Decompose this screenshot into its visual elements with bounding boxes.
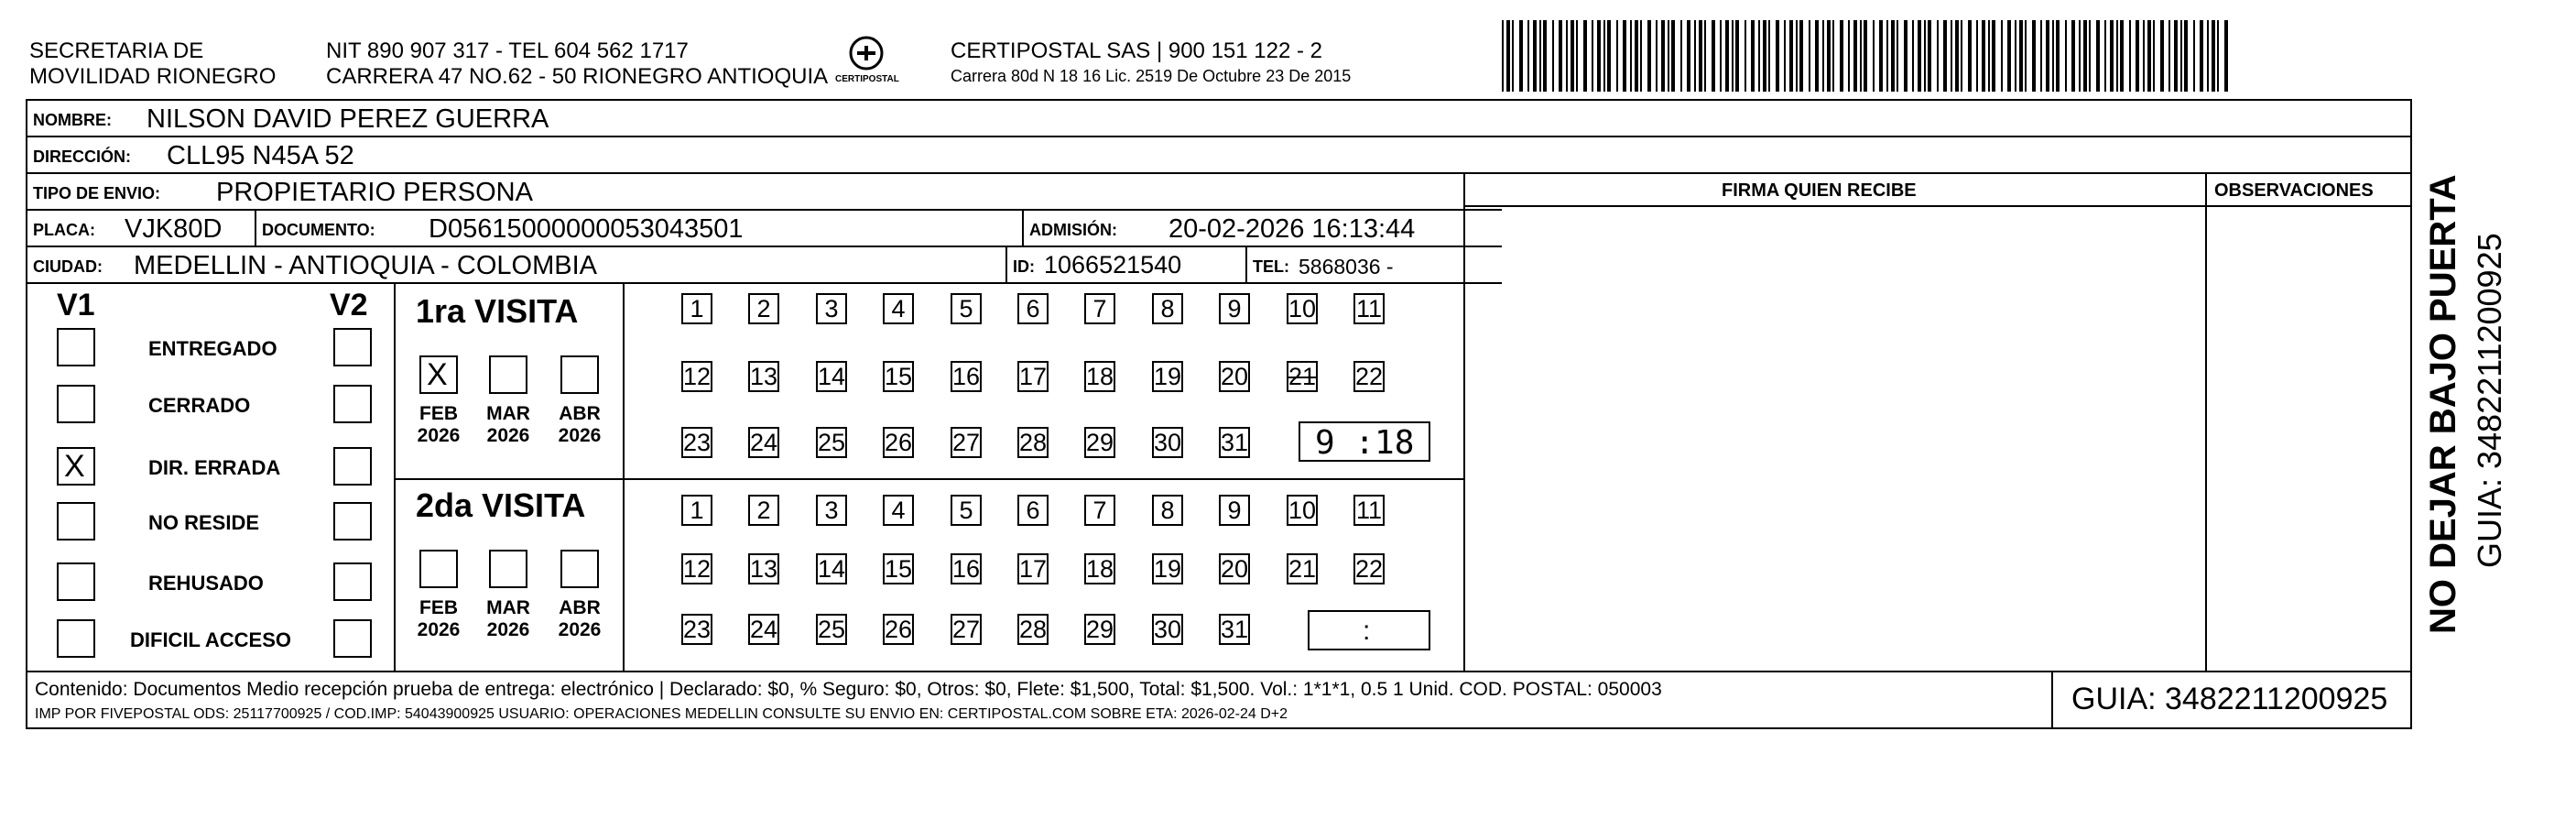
day-box[interactable]: 18: [1084, 553, 1115, 584]
barcode-bar: [1904, 20, 1908, 92]
v2-checkbox[interactable]: [333, 562, 372, 601]
day-box[interactable]: 24: [748, 614, 779, 645]
day-box[interactable]: 19: [1152, 553, 1183, 584]
v1-checkbox[interactable]: [57, 619, 95, 658]
day-box[interactable]: 31: [1219, 427, 1250, 458]
status-label: NO RESIDE: [148, 511, 260, 534]
day-box[interactable]: 9: [1219, 495, 1250, 526]
barcode-bar: [1603, 20, 1605, 92]
placa-label: PLACA:: [33, 221, 95, 239]
visit2-title: 2da VISITA: [416, 486, 586, 524]
firma-header: FIRMA QUIEN RECIBE: [1722, 180, 1917, 201]
day-box[interactable]: 15: [883, 361, 914, 392]
barcode-bar: [1968, 20, 1972, 92]
barcode-bar: [1635, 20, 1638, 92]
barcode-bar: [1559, 20, 1562, 92]
barcode-bar: [2180, 20, 2182, 92]
day-box[interactable]: 10: [1287, 495, 1318, 526]
status-label: CERRADO: [148, 394, 251, 417]
month-year: 2026: [417, 619, 461, 640]
barcode-bar: [2217, 20, 2219, 92]
day-box[interactable]: 6: [1017, 495, 1049, 526]
barcode-bar: [2019, 20, 2023, 92]
barcode-bar: [1668, 20, 1669, 92]
day-box[interactable]: 19: [1152, 361, 1183, 392]
day-box[interactable]: 17: [1017, 361, 1049, 392]
month-label: MAR: [486, 403, 530, 424]
v2-checkbox[interactable]: [333, 619, 372, 658]
barcode-bar: [1735, 20, 1739, 92]
barcode-bar: [1809, 20, 1810, 92]
barcode-bar: [2007, 20, 2011, 92]
address-line: CARRERA 47 NO.62 - 50 RIONEGRO ANTIOQUIA: [326, 64, 829, 89]
barcode-bar: [2025, 20, 2027, 92]
month-year: 2026: [558, 619, 602, 640]
v2-checkbox[interactable]: [333, 502, 372, 541]
nit-line: NIT 890 907 317 - TEL 604 562 1717: [326, 38, 689, 63]
admision-value: 20-02-2026 16:13:44: [1168, 214, 1416, 244]
barcode-bar: [1827, 20, 1831, 92]
barcode-bar: [1832, 20, 1834, 92]
barcode-bar: [1822, 20, 1824, 92]
ciudad-label: CIUDAD:: [33, 257, 103, 276]
month-checkbox[interactable]: [560, 550, 599, 588]
barcode-bar: [2071, 20, 2075, 92]
barcode-bar: [1758, 20, 1760, 92]
v1-checkbox[interactable]: [57, 502, 95, 541]
day-box[interactable]: 20: [1219, 553, 1250, 584]
day-box[interactable]: 14: [816, 553, 847, 584]
barcode-bar: [1687, 20, 1690, 92]
day-box[interactable]: 29: [1084, 614, 1115, 645]
barcode-bar: [1840, 20, 1843, 92]
barcode-bar: [1583, 20, 1587, 92]
day-box[interactable]: 2: [748, 495, 779, 526]
documento-label: DOCUMENTO:: [262, 221, 375, 239]
v1-checkbox[interactable]: [57, 385, 95, 423]
barcode-bar: [1720, 20, 1722, 92]
day-box[interactable]: 14: [816, 361, 847, 392]
day-box[interactable]: 4: [883, 495, 914, 526]
barcode-bar: [1751, 20, 1755, 92]
day-box[interactable]: 16: [951, 361, 982, 392]
no-dejar-warning: NO DEJAR BAJO PUERTA: [2423, 174, 2463, 634]
barcode-bar: [1784, 20, 1786, 92]
tipo-envio-label: TIPO DE ENVIO:: [33, 184, 161, 202]
barcode-bar: [1789, 20, 1793, 92]
barcode-bar: [1886, 20, 1888, 92]
barcode-bar: [1864, 20, 1867, 92]
footer-guia: GUIA: 3482211200925: [2071, 682, 2388, 716]
barcode-bar: [2174, 20, 2178, 92]
documento-value: D05615000000053043501: [429, 214, 744, 244]
barcode-bar: [1937, 20, 1939, 92]
day-box[interactable]: 1: [681, 495, 712, 526]
v1-checkbox[interactable]: [57, 562, 95, 601]
month-checkbox[interactable]: [419, 355, 458, 394]
v2-checkbox[interactable]: [333, 328, 372, 366]
day-box[interactable]: 5: [951, 293, 982, 324]
barcode-bar: [2083, 20, 2087, 92]
month-year: 2026: [486, 425, 530, 446]
day-box[interactable]: 25: [816, 427, 847, 458]
barcode-bar: [1656, 20, 1658, 92]
day-box[interactable]: 17: [1017, 553, 1049, 584]
day-box[interactable]: 23: [681, 614, 712, 645]
v1-checkbox[interactable]: [57, 328, 95, 366]
logo-text: CERTIPOSTAL: [835, 74, 899, 84]
barcode-bar: [2184, 20, 2188, 92]
barcode-bar: [2046, 20, 2049, 92]
nombre-value: NILSON DAVID PEREZ GUERRA: [147, 104, 549, 134]
barcode-bar: [1763, 20, 1766, 92]
barcode-bar: [2129, 20, 2131, 92]
barcode: [1502, 20, 2234, 92]
footer-contenido: Contenido: Documentos Medio recepción prueba de entrega: electrónico | Declarado: $0, % Seguro: $0, Otros: $0, Flete: $1,500, Total: $1,500. Vol.: 1*1*1, 0.5 1 Unid. COD. POSTAL: 050003: [35, 679, 1662, 700]
tel-label: TEL:: [1253, 257, 1289, 276]
day-box[interactable]: 29: [1084, 427, 1115, 458]
day-box[interactable]: 3: [816, 293, 847, 324]
day-box[interactable]: 31: [1219, 614, 1250, 645]
admision-label: ADMISIÓN:: [1029, 221, 1117, 239]
barcode-bar: [1576, 20, 1578, 92]
day-box[interactable]: 6: [1017, 293, 1049, 324]
v1-header: V1: [57, 288, 95, 322]
visit2-time[interactable]: [1308, 610, 1430, 650]
barcode-bar: [1712, 20, 1715, 92]
barcode-bar: [1848, 20, 1850, 92]
barcode-bar: [1796, 20, 1798, 92]
tipo-envio-value: PROPIETARIO PERSONA: [216, 178, 533, 207]
day-box[interactable]: 28: [1017, 614, 1049, 645]
day-box[interactable]: 11: [1353, 495, 1385, 526]
barcode-bar: [1799, 20, 1803, 92]
barcode-bar: [2001, 20, 2003, 92]
barcode-bar: [1592, 20, 1593, 92]
barcode-bar: [1988, 20, 1990, 92]
day-box[interactable]: 22: [1353, 361, 1385, 392]
barcode-bar: [1647, 20, 1651, 92]
barcode-bar: [1640, 20, 1642, 92]
barcode-bar: [1745, 20, 1746, 92]
month-checkbox[interactable]: [489, 550, 527, 588]
barcode-bar: [2193, 20, 2195, 92]
day-box[interactable]: 13: [748, 361, 779, 392]
barcode-bar: [1566, 20, 1568, 92]
month-label: MAR: [486, 597, 530, 618]
certipostal-logo: [833, 35, 899, 92]
month-checkbox[interactable]: [489, 355, 527, 394]
observaciones-area[interactable]: [2209, 209, 2408, 669]
license-line: Carrera 80d N 18 16 Lic. 2519 De Octubre 23 De 2015: [951, 67, 1352, 85]
day-box[interactable]: 7: [1084, 495, 1115, 526]
day-box[interactable]: 30: [1152, 614, 1183, 645]
day-box[interactable]: 18: [1084, 361, 1115, 392]
barcode-bar: [1571, 20, 1574, 92]
v2-checkbox[interactable]: [333, 447, 372, 486]
direccion-value: CLL95 N45A 52: [167, 141, 354, 170]
month-label: FEB: [419, 403, 458, 424]
barcode-bar: [1539, 20, 1541, 92]
sender-line-2: MOVILIDAD RIONEGRO: [29, 64, 277, 89]
barcode-bar: [2147, 20, 2151, 92]
barcode-bar: [1616, 20, 1618, 92]
day-box[interactable]: 7: [1084, 293, 1115, 324]
barcode-bar: [1680, 20, 1682, 92]
status-label: ENTREGADO: [148, 337, 277, 360]
visit2-time-value: :: [1363, 616, 1371, 646]
direccion-label: DIRECCIÓN:: [33, 147, 131, 166]
barcode-bar: [2212, 20, 2215, 92]
firma-area[interactable]: [1467, 209, 2201, 669]
sender-line-1: SECRETARIA DE: [29, 38, 204, 63]
barcode-bar: [1502, 20, 1504, 92]
visit1-time[interactable]: [1299, 421, 1430, 462]
observaciones-header: OBSERVACIONES: [2214, 180, 2374, 201]
barcode-bar: [1671, 20, 1675, 92]
barcode-bar: [2040, 20, 2042, 92]
v1-check-mark: X: [64, 449, 85, 484]
month-year: 2026: [558, 425, 602, 446]
barcode-bar: [1891, 20, 1895, 92]
barcode-bar: [2104, 20, 2106, 92]
ciudad-value: MEDELLIN - ANTIOQUIA - COLOMBIA: [134, 251, 597, 280]
barcode-bar: [1928, 20, 1931, 92]
day-box[interactable]: 20: [1219, 361, 1250, 392]
day-box[interactable]: 4: [883, 293, 914, 324]
barcode-bar: [2120, 20, 2124, 92]
barcode-bar: [2032, 20, 2036, 92]
barcode-bar: [2015, 20, 2016, 92]
month-check-mark: X: [427, 357, 448, 392]
day-box[interactable]: 2: [748, 293, 779, 324]
day-box[interactable]: 13: [748, 553, 779, 584]
day-box[interactable]: 22: [1353, 553, 1385, 584]
barcode-bar: [1552, 20, 1554, 92]
barcode-bar: [1704, 20, 1706, 92]
barcode-bar: [2224, 20, 2228, 92]
barcode-bar: [1955, 20, 1959, 92]
barcode-bar: [1912, 20, 1914, 92]
barcode-bar: [1607, 20, 1611, 92]
day-box[interactable]: 24: [748, 427, 779, 458]
barcode-bar: [1694, 20, 1696, 92]
day-box[interactable]: 8: [1152, 293, 1183, 324]
day-box[interactable]: 26: [883, 427, 914, 458]
day-box[interactable]: 1: [681, 293, 712, 324]
barcode-bar: [1873, 20, 1875, 92]
barcode-bar: [2065, 20, 2067, 92]
v1-checkbox[interactable]: [57, 447, 95, 486]
company-line: CERTIPOSTAL SAS | 900 151 122 - 2: [951, 38, 1322, 63]
visit1-title: 1ra VISITA: [416, 292, 579, 330]
day-box[interactable]: 16: [951, 553, 982, 584]
day-box[interactable]: 30: [1152, 427, 1183, 458]
barcode-bar: [1943, 20, 1947, 92]
barcode-bar: [1533, 20, 1537, 92]
v2-checkbox[interactable]: [333, 385, 372, 423]
month-label: ABR: [559, 597, 601, 618]
month-checkbox[interactable]: [560, 355, 599, 394]
barcode-bar: [2079, 20, 2081, 92]
barcode-bar: [2136, 20, 2139, 92]
day-box[interactable]: 11: [1353, 293, 1385, 324]
day-box-marked[interactable]: 21: [1287, 361, 1318, 392]
barcode-bar: [2110, 20, 2114, 92]
barcode-bar: [1597, 20, 1601, 92]
day-box[interactable]: 3: [816, 495, 847, 526]
barcode-bar: [2052, 20, 2054, 92]
barcode-bar: [2056, 20, 2060, 92]
barcode-bar: [2160, 20, 2164, 92]
barcode-bar: [2207, 20, 2209, 92]
nombre-label: NOMBRE:: [33, 111, 112, 129]
barcode-bar: [1961, 20, 1962, 92]
barcode-bar: [1776, 20, 1779, 92]
barcode-bar: [1630, 20, 1632, 92]
barcode-bar: [1879, 20, 1883, 92]
day-box[interactable]: 12: [681, 361, 712, 392]
month-checkbox[interactable]: [419, 550, 458, 588]
day-box[interactable]: 8: [1152, 495, 1183, 526]
visit1-time-value: 9 :18: [1315, 424, 1415, 462]
barcode-bar: [1661, 20, 1665, 92]
status-label: REHUSADO: [148, 572, 264, 595]
barcode-bar: [1853, 20, 1857, 92]
month-label: ABR: [559, 403, 601, 424]
barcode-bar: [2089, 20, 2091, 92]
barcode-bar: [1860, 20, 1862, 92]
barcode-bar: [1699, 20, 1702, 92]
barcode-bar: [1951, 20, 1952, 92]
day-box[interactable]: 27: [951, 614, 982, 645]
barcode-bar: [1506, 20, 1510, 92]
barcode-bar: [2096, 20, 2100, 92]
month-year: 2026: [417, 425, 461, 446]
barcode-bar: [1768, 20, 1770, 92]
day-box[interactable]: 10: [1287, 293, 1318, 324]
barcode-bar: [1924, 20, 1926, 92]
barcode-bar: [1815, 20, 1819, 92]
barcode-bar: [1992, 20, 1995, 92]
v2-header: V2: [330, 288, 368, 322]
barcode-bar: [1527, 20, 1529, 92]
tel-value: 5868036 -: [1299, 255, 1394, 278]
day-box[interactable]: 5: [951, 495, 982, 526]
barcode-bar: [1976, 20, 1978, 92]
barcode-bar: [1897, 20, 1898, 92]
status-label: DIFICIL ACCESO: [130, 628, 292, 651]
day-box[interactable]: 25: [816, 614, 847, 645]
barcode-bar: [2143, 20, 2145, 92]
day-box[interactable]: 27: [951, 427, 982, 458]
barcode-bar: [1982, 20, 1985, 92]
day-box[interactable]: 15: [883, 553, 914, 584]
barcode-bar: [2116, 20, 2118, 92]
barcode-bar: [1543, 20, 1547, 92]
placa-value: VJK80D: [125, 214, 223, 244]
day-box[interactable]: 23: [681, 427, 712, 458]
barcode-bar: [1732, 20, 1734, 92]
id-label: ID:: [1013, 257, 1035, 276]
status-label: DIR. ERRADA: [148, 456, 281, 479]
barcode-bar: [2168, 20, 2170, 92]
side-guia: GUIA: 3482211200925: [2471, 233, 2508, 568]
day-box[interactable]: 9: [1219, 293, 1250, 324]
day-box[interactable]: 28: [1017, 427, 1049, 458]
footer-imp: IMP POR FIVEPOSTAL ODS: 25117700925 / COD.IMP: 54043900925 USUARIO: OPERACIONES MEDELLIN CONSULTE SU ENVIO EN: CERTIPOSTAL.COM SOBRE ETA: 2026-02-24 D+2: [35, 706, 1288, 722]
barcode-bar: [1519, 20, 1523, 92]
barcode-bar: [2200, 20, 2203, 92]
id-value: 1066521540: [1044, 251, 1182, 278]
month-year: 2026: [486, 619, 530, 640]
day-box[interactable]: 12: [681, 553, 712, 584]
barcode-bar: [1918, 20, 1921, 92]
barcode-bar: [2153, 20, 2155, 92]
day-box[interactable]: 26: [883, 614, 914, 645]
barcode-bar: [1623, 20, 1626, 92]
barcode-bar: [1512, 20, 1514, 92]
barcode-bar: [1725, 20, 1729, 92]
month-label: FEB: [419, 597, 458, 618]
day-box[interactable]: 21: [1287, 553, 1318, 584]
